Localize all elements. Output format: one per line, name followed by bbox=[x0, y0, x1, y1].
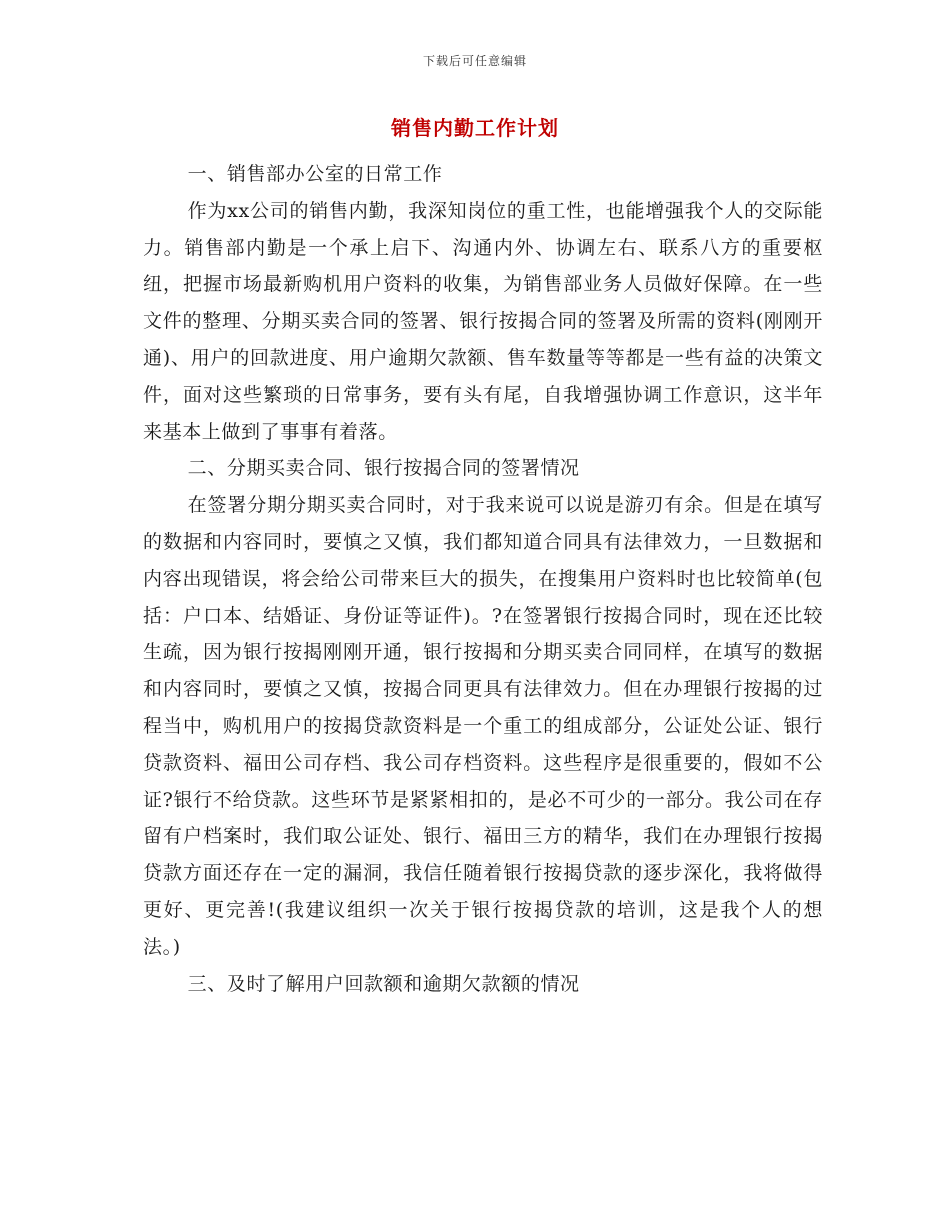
section-heading: 一、销售部办公室的日常工作 bbox=[187, 163, 443, 185]
paragraph: 作为xx公司的销售内勤，我深知岗位的重工性，也能增强我个人的交际能力。销售部内勤是一个承上启下、沟通内外、协调左右、联系八方的重要枢纽，把握市场最新购机用户资料的收集，为销售部业务人员做好保障。在一些文件的整理、分期买卖合同的签署、银行按揭合同的签署及所需的资料(刚刚开通)、用户的回款进度、用户逾期欠款额、售车数量等等都是一些有益的决策文件，面对这些繁琐的日常事务，要有头有尾，自我增强协调工作意识，这半年来基本上做到了事事有着落。 bbox=[143, 199, 823, 443]
paragraph: 在签署分期分期买卖合同时，对于我来说可以说是游刃有余。但是在填写的数据和内容同时，要慎之又慎，我们都知道合同具有法律效力，一旦数据和内容出现错误，将会给公司带来巨大的损失，在搜集用户资料时也比较简单(包括：户口本、结婚证、身份证等证件)。?在签署银行按揭合同时，现在还比较生疏，因为银行按揭刚刚开通，银行按揭和分期买卖合同同样，在填写的数据和内容同时，要慎之又慎，按揭合同更具有法律效力。但在办理银行按揭的过程当中，购机用户的按揭贷款资料是一个重工的组成部分，公证处公证、银行贷款资料、福田公司存档、我公司存档资料。这些程序是很重要的，假如不公证?银行不给贷款。这些环节是紧紧相扣的，是必不可少的一部分。我公司在存留有户档案时，我们取公证处、银行、福田三方的精华，我们在办理银行按揭贷款方面还存在一定的漏洞，我信任随着银行按揭贷款的逐步深化，我将做得更好、更完善!(我建议组织一次关于银行按揭贷款的培训，这是我个人的想法。) bbox=[143, 494, 823, 958]
header-note: 下载后可任意编辑 bbox=[422, 54, 527, 68]
section-heading: 二、分期买卖合同、银行按揭合同的签署情况 bbox=[187, 457, 580, 480]
document-title: 销售内勤工作计划 bbox=[391, 116, 559, 140]
document-body bbox=[143, 156, 823, 1002]
section-heading: 三、及时了解用户回款额和逾期欠款额的情况 bbox=[187, 972, 580, 995]
